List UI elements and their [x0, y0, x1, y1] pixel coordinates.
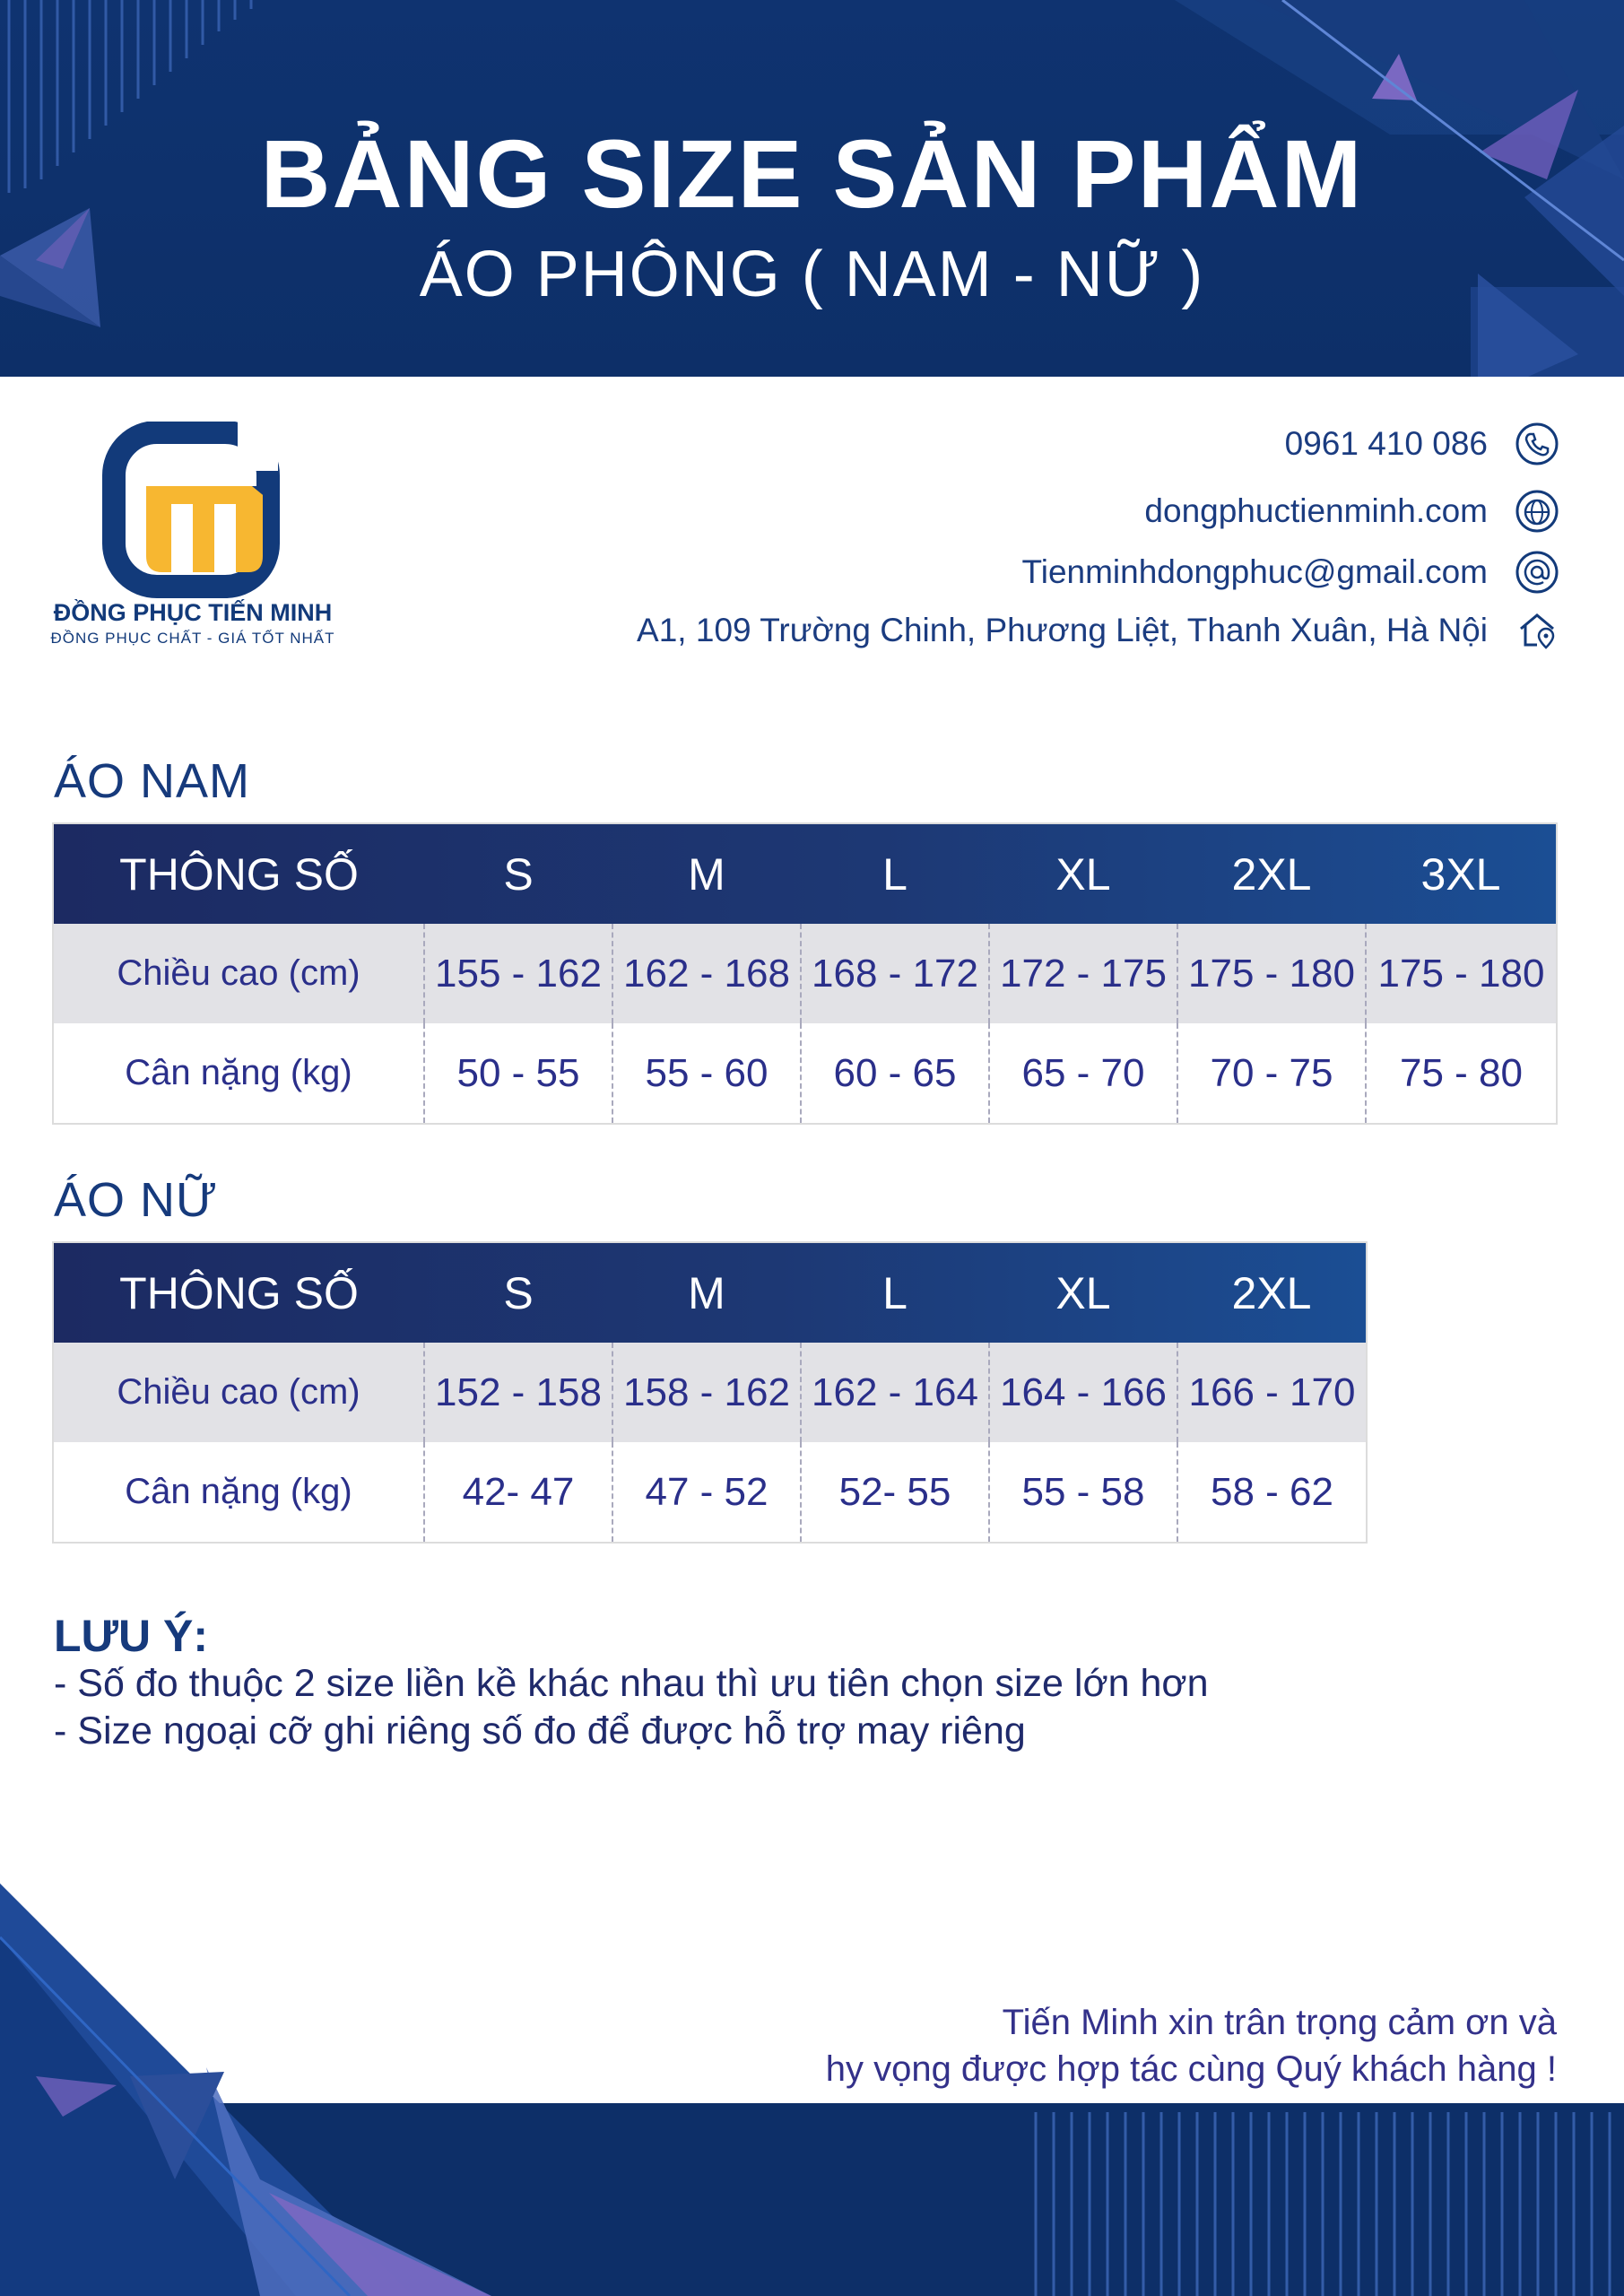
women-weight-l: 52- 55	[801, 1442, 989, 1542]
logo-mark-icon	[49, 422, 336, 601]
men-weight-s: 50 - 55	[424, 1023, 612, 1123]
men-weight-row	[54, 1023, 1556, 1123]
men-weight-label: Cân nặng (kg)	[54, 1023, 424, 1123]
women-size-m: M	[688, 1267, 725, 1318]
women-section-title: ÁO NỮ	[54, 1173, 219, 1227]
men-height-s: 155 - 162	[424, 924, 612, 1023]
brand-logo	[49, 422, 336, 655]
women-size-l: L	[882, 1267, 908, 1318]
men-weight-l: 60 - 65	[801, 1023, 989, 1123]
men-weight-m: 55 - 60	[612, 1023, 801, 1123]
men-height-xl: 172 - 175	[989, 924, 1177, 1023]
page-title: BẢNG SIZE SẢN PHẨM	[260, 119, 1364, 228]
contact-phone[interactable]	[1285, 417, 1561, 471]
phone-number[interactable]: 0961 410 086	[1284, 425, 1488, 462]
men-size-l: L	[882, 848, 908, 900]
header-banner	[0, 0, 1624, 377]
women-weight-2xl: 58 - 62	[1177, 1442, 1366, 1542]
at-sign-icon	[1513, 548, 1561, 596]
women-weight-row	[54, 1442, 1366, 1542]
men-height-3xl: 175 - 180	[1366, 924, 1556, 1023]
women-height-s: 152 - 158	[424, 1343, 612, 1442]
women-height-label: Chiều cao (cm)	[54, 1343, 424, 1442]
phone-icon	[1513, 420, 1561, 468]
men-size-m: M	[688, 848, 725, 900]
men-header-label: THÔNG SỐ	[119, 848, 359, 900]
contact-website[interactable]	[1144, 484, 1561, 538]
women-weight-xl: 55 - 58	[989, 1442, 1177, 1542]
men-height-m: 162 - 168	[612, 924, 801, 1023]
men-height-row	[54, 924, 1556, 1023]
women-header-row	[54, 1243, 1366, 1343]
women-weight-label: Cân nặng (kg)	[54, 1442, 424, 1542]
note-line-1: - Số đo thuộc 2 size liền kề khác nhau thì ưu tiên chọn size lớn hơn	[54, 1662, 1209, 1705]
contact-address	[637, 604, 1561, 657]
men-size-2xl: 2XL	[1231, 848, 1312, 900]
women-height-l: 162 - 164	[801, 1343, 989, 1442]
brand-tagline: ĐỒNG PHỤC CHẤT - GIÁ TỐT NHẤT	[50, 630, 335, 647]
women-weight-m: 47 - 52	[612, 1442, 801, 1542]
note-title: LƯU Ý:	[54, 1611, 209, 1661]
note-line-2: - Size ngoại cỡ ghi riêng số đo để được hỗ trợ may riêng	[54, 1709, 1026, 1752]
women-size-2xl: 2XL	[1231, 1267, 1312, 1318]
footer-triangles	[0, 1883, 556, 2296]
women-size-s: S	[503, 1267, 534, 1318]
men-size-3xl: 3XL	[1420, 848, 1501, 900]
women-weight-s: 42- 47	[424, 1442, 612, 1542]
email-link[interactable]: Tienminhdongphuc@gmail.com	[1021, 553, 1488, 590]
men-size-table	[52, 822, 1558, 1125]
women-size-table	[52, 1241, 1368, 1544]
thanks-line-2: hy vọng được hợp tác cùng Quý khách hàng !	[825, 2049, 1557, 2089]
men-weight-xl: 65 - 70	[989, 1023, 1177, 1123]
women-height-row	[54, 1343, 1366, 1442]
men-height-label: Chiều cao (cm)	[54, 924, 424, 1023]
men-size-s: S	[503, 848, 534, 900]
page-subtitle: ÁO PHÔNG ( NAM - NỮ )	[419, 239, 1205, 310]
women-height-xl: 164 - 166	[989, 1343, 1177, 1442]
men-height-l: 168 - 172	[801, 924, 989, 1023]
women-size-xl: XL	[1055, 1267, 1111, 1318]
men-size-xl: XL	[1055, 848, 1111, 900]
globe-icon	[1513, 487, 1561, 535]
men-height-2xl: 175 - 180	[1177, 924, 1366, 1023]
brand-name: ĐỒNG PHỤC TIẾN MINH	[53, 599, 333, 626]
website-link[interactable]: dongphuctienminh.com	[1144, 492, 1488, 529]
thanks-line-1: Tiến Minh xin trân trọng cảm ơn và	[1002, 2003, 1557, 2042]
men-weight-3xl: 75 - 80	[1366, 1023, 1556, 1123]
women-height-2xl: 166 - 170	[1177, 1343, 1366, 1442]
women-header-label: THÔNG SỐ	[119, 1267, 359, 1318]
location-home-icon	[1513, 606, 1561, 655]
men-section-title: ÁO NAM	[54, 754, 251, 808]
men-weight-2xl: 70 - 75	[1177, 1023, 1366, 1123]
address-text: A1, 109 Trường Chinh, Phương Liệt, Thanh Xuân, Hà Nội	[637, 612, 1488, 648]
women-height-m: 158 - 162	[612, 1343, 801, 1442]
men-header-row	[54, 824, 1556, 924]
contact-email[interactable]	[1022, 545, 1562, 599]
